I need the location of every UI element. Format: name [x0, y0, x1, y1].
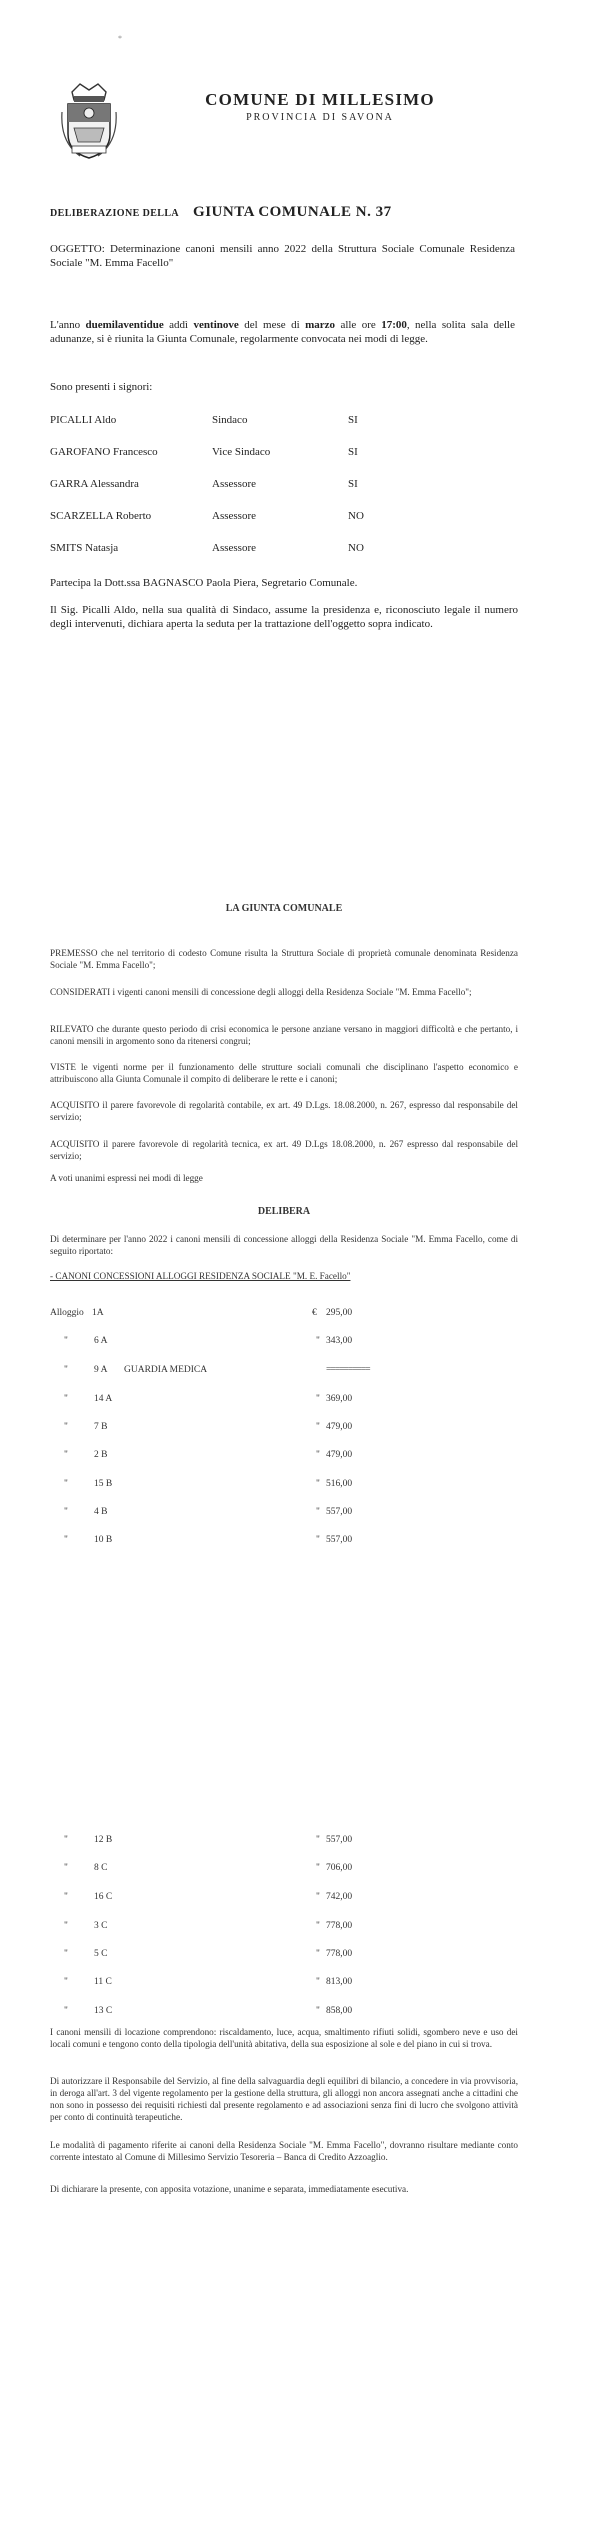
alloggio-id: 10 B: [94, 1535, 113, 1545]
intro-paragraph: [50, 318, 515, 346]
intro-text: L'anno: [50, 319, 81, 331]
member-name: GAROFANO Francesco: [50, 446, 158, 458]
determinare-paragraph: Di determinare per l'anno 2022 i canoni mensili di concessione alloggi della Residenza Sociale "M. Emma Facello, come di seguito riportato:: [50, 1234, 518, 1256]
closing-paragraph: I canoni mensili di locazione comprendono: riscaldamento, luce, acqua, smaltimento rifiuti solidi, sgombero neve e uso dei locali comuni e tengono conto della tipologia dell'unità abitativa, della sua esposizione al sole e del piano in cui si trova.: [50, 2027, 518, 2049]
alloggio-value: 858,00: [326, 2006, 353, 2016]
ditto-mark: ": [64, 2006, 68, 2016]
premessa: RILEVATO che durante questo periodo di crisi economica le persone anziane versano in maggiori difficoltà e che pertanto, i canoni mensili in argomento sono da ritenersi congrui;: [50, 1024, 518, 1046]
ditto-mark: ": [64, 1835, 68, 1845]
alloggio-id: 9 A: [94, 1365, 108, 1375]
alloggio-value: 706,00: [326, 1863, 353, 1873]
ditto-mark: ": [64, 1535, 68, 1545]
premessa: VISTE le vigenti norme per il funzionamento delle strutture sociali comunali che disciplinano l'aspetto economico e attribuiscono alla Giunta Comunale il compito di deliberare le rette e i canoni;: [50, 1062, 518, 1084]
alloggio-id: 5 C: [94, 1949, 108, 1959]
closing-paragraph: Le modalità di pagamento riferite ai canoni della Residenza Sociale "M. Emma Facello", dovranno risultare mediante conto corrente intestato al Comune di Millesimo Servizio Tesoreria – Banca di Credito Azzoaglio.: [50, 2140, 518, 2162]
premessa: PREMESSO che nel territorio di codesto Comune risulta la Struttura Sociale di proprietà comunale denominata Residenza Sociale "M. Emma Facello";: [50, 948, 518, 970]
intro-text: , nella solita sala delle adunanze, si è riunita la Giunta Comunale, regolarmente convocata nei modi di legge.: [50, 319, 515, 345]
member-name: SCARZELLA Roberto: [50, 510, 152, 522]
ditto-mark: ": [316, 1835, 320, 1845]
alloggio-value: 557,00: [326, 1835, 353, 1845]
municipality-title: COMUNE DI MILLESIMO: [205, 90, 435, 109]
ditto-mark: ": [64, 1921, 68, 1931]
closing-paragraph: Di dichiarare la presente, con apposita votazione, unanime e separata, immediatamente esecutiva.: [50, 2184, 409, 2194]
premessa: ACQUISITO il parere favorevole di regolarità tecnica, ex art. 49 D.Lgs 18.08.2000, n. 267 espresso dal responsabile del servizio;: [50, 1139, 518, 1161]
intro-text: addì: [169, 319, 189, 331]
municipal-crest-icon: [60, 82, 118, 160]
alloggio-value: 742,00: [326, 1892, 353, 1902]
alloggio-id: 12 B: [94, 1835, 113, 1845]
alloggio-value: 343,00: [326, 1336, 353, 1346]
premessa: CONSIDERATI i vigenti canoni mensili di concessione degli alloggi della Residenza Sociale "M. Emma Facello";: [50, 987, 472, 997]
segretario: Partecipa la Dott.ssa BAGNASCO Paola Piera, Segretario Comunale.: [50, 577, 358, 589]
intro-text: alle ore: [340, 319, 376, 331]
ditto-mark: ": [316, 1450, 320, 1460]
ditto-mark: ": [64, 1365, 68, 1375]
alloggio-id: 8 C: [94, 1863, 108, 1873]
premessa: ACQUISITO il parere favorevole di regolarità contabile, ex art. 49 D.Lgs. 18.08.2000, n. 267, espresso dal responsabile del servizio;: [50, 1100, 518, 1122]
intro-month: marzo: [305, 319, 336, 331]
alloggio-value: 778,00: [326, 1949, 353, 1959]
ditto-mark: ": [316, 2006, 320, 2016]
alloggio-id: 7 B: [94, 1422, 108, 1432]
alloggi-table-continued: [50, 1835, 520, 2035]
oggetto: OGGETTO: Determinazione canoni mensili anno 2022 della Struttura Sociale Comunale Residenza Sociale "M. Emma Facello": [50, 243, 515, 269]
premessa: A voti unanimi espressi nei modi di legge: [50, 1173, 203, 1183]
member-role: Assessore: [212, 510, 256, 522]
alloggio-value: 557,00: [326, 1507, 353, 1517]
ditto-mark: ": [64, 1450, 68, 1460]
member-name: PICALLI Aldo: [50, 414, 117, 426]
ditto-mark: ": [64, 1479, 68, 1489]
member-present: SI: [348, 414, 358, 426]
member-present: SI: [348, 446, 358, 458]
alloggio-id: 14 A: [94, 1394, 113, 1404]
province-subtitle: PROVINCIA DI SAVONA: [246, 112, 394, 123]
member-name: SMITS Natasja: [50, 542, 119, 554]
alloggio-value: 778,00: [326, 1921, 353, 1931]
alloggio-id: 1A: [92, 1308, 104, 1318]
alloggio-id: 16 C: [94, 1892, 113, 1902]
alloggio-id: 3 C: [94, 1921, 108, 1931]
ditto-mark: ": [64, 1422, 68, 1432]
alloggio-id: 15 B: [94, 1479, 113, 1489]
intro-time: 17:00: [381, 319, 407, 331]
ditto-mark: ": [316, 1336, 320, 1346]
alloggio-id: 11 C: [94, 1977, 112, 1987]
ditto-mark: ": [64, 1394, 68, 1404]
member-present: NO: [348, 510, 364, 522]
closing-paragraph: Di autorizzare il Responsabile del Servizio, al fine della salvaguardia degli equilibri di bilancio, a concedere in via provvisoria, in deroga all'art. 3 del vigente regolamento per la gestione della struttura, gli alloggi non ancora assegnati anche a cittadini che non sono in possesso dei requisiti richiesti dal presente regolamento e ad associazioni senza fini di lucro che svolgono attività per conto di continuità terapeutiche.: [50, 2076, 518, 2122]
alloggio-id: 13 C: [94, 2006, 113, 2016]
alloggio-value: 369,00: [326, 1394, 353, 1404]
delibera-title: [50, 203, 550, 221]
alloggio-value: 295,00: [326, 1308, 353, 1318]
delibera-number: GIUNTA COMUNALE N. 37: [193, 204, 392, 220]
intro-text: del mese di: [244, 319, 300, 331]
ditto-mark: ": [316, 1422, 320, 1432]
alloggio-value: ==========: [326, 1365, 370, 1375]
ditto-mark: ": [316, 1921, 320, 1931]
ditto-mark: ": [64, 1977, 68, 1987]
member-role: Assessore: [212, 542, 256, 554]
intro-year: duemilaventidue: [85, 319, 164, 331]
ditto-mark: ": [316, 1507, 320, 1517]
ditto-mark: ": [64, 1863, 68, 1873]
alloggio-id: 2 B: [94, 1450, 108, 1460]
presenti-label: Sono presenti i signori:: [50, 381, 153, 393]
member-present: SI: [348, 478, 358, 490]
alloggio-value: 479,00: [326, 1422, 353, 1432]
ditto-mark: ": [64, 1892, 68, 1902]
ditto-mark: ": [316, 1949, 320, 1959]
alloggio-value: 479,00: [326, 1450, 353, 1460]
alloggio-value: 813,00: [326, 1977, 353, 1987]
ditto-mark: ": [316, 1394, 320, 1404]
canoni-title: - CANONI CONCESSIONI ALLOGGI RESIDENZA SOCIALE "M. E. Facello": [50, 1271, 351, 1281]
ditto-mark: ": [316, 1863, 320, 1873]
ditto-mark: ": [64, 1949, 68, 1959]
delibera-label: DELIBERAZIONE DELLA: [50, 208, 180, 219]
member-role: Assessore: [212, 478, 256, 490]
member-role: Sindaco: [212, 414, 248, 426]
ditto-mark: ": [316, 1977, 320, 1987]
alloggio-label: Alloggio: [50, 1308, 84, 1318]
page-mark: *: [118, 34, 122, 43]
giunta-heading: LA GIUNTA COMUNALE: [225, 903, 343, 914]
ditto-mark: ": [64, 1336, 68, 1346]
member-present: NO: [348, 542, 364, 554]
alloggio-value: 557,00: [326, 1535, 353, 1545]
alloggio-note: GUARDIA MEDICA: [124, 1365, 208, 1375]
alloggio-value: 516,00: [326, 1479, 353, 1489]
euro-sign: €: [312, 1308, 317, 1318]
member-role: Vice Sindaco: [212, 446, 271, 458]
header: [150, 90, 490, 123]
ditto-mark: ": [64, 1507, 68, 1517]
alloggio-id: 6 A: [94, 1336, 108, 1346]
ditto-mark: ": [316, 1892, 320, 1902]
intro-day: ventinove: [193, 319, 239, 331]
ditto-mark: ": [316, 1479, 320, 1489]
member-name: GARRA Alessandra: [50, 478, 139, 490]
alloggi-table: [50, 1308, 520, 1568]
ditto-mark: ": [316, 1535, 320, 1545]
alloggio-id: 4 B: [94, 1507, 108, 1517]
sindaco-paragraph: Il Sig. Picalli Aldo, nella sua qualità di Sindaco, assume la presidenza e, riconosciuto legale il numero degli intervenuti, dichiara aperta la seduta per la trattazione dell'oggetto sopra indicato.: [50, 604, 518, 630]
delibera-heading: DELIBERA: [257, 1206, 311, 1217]
